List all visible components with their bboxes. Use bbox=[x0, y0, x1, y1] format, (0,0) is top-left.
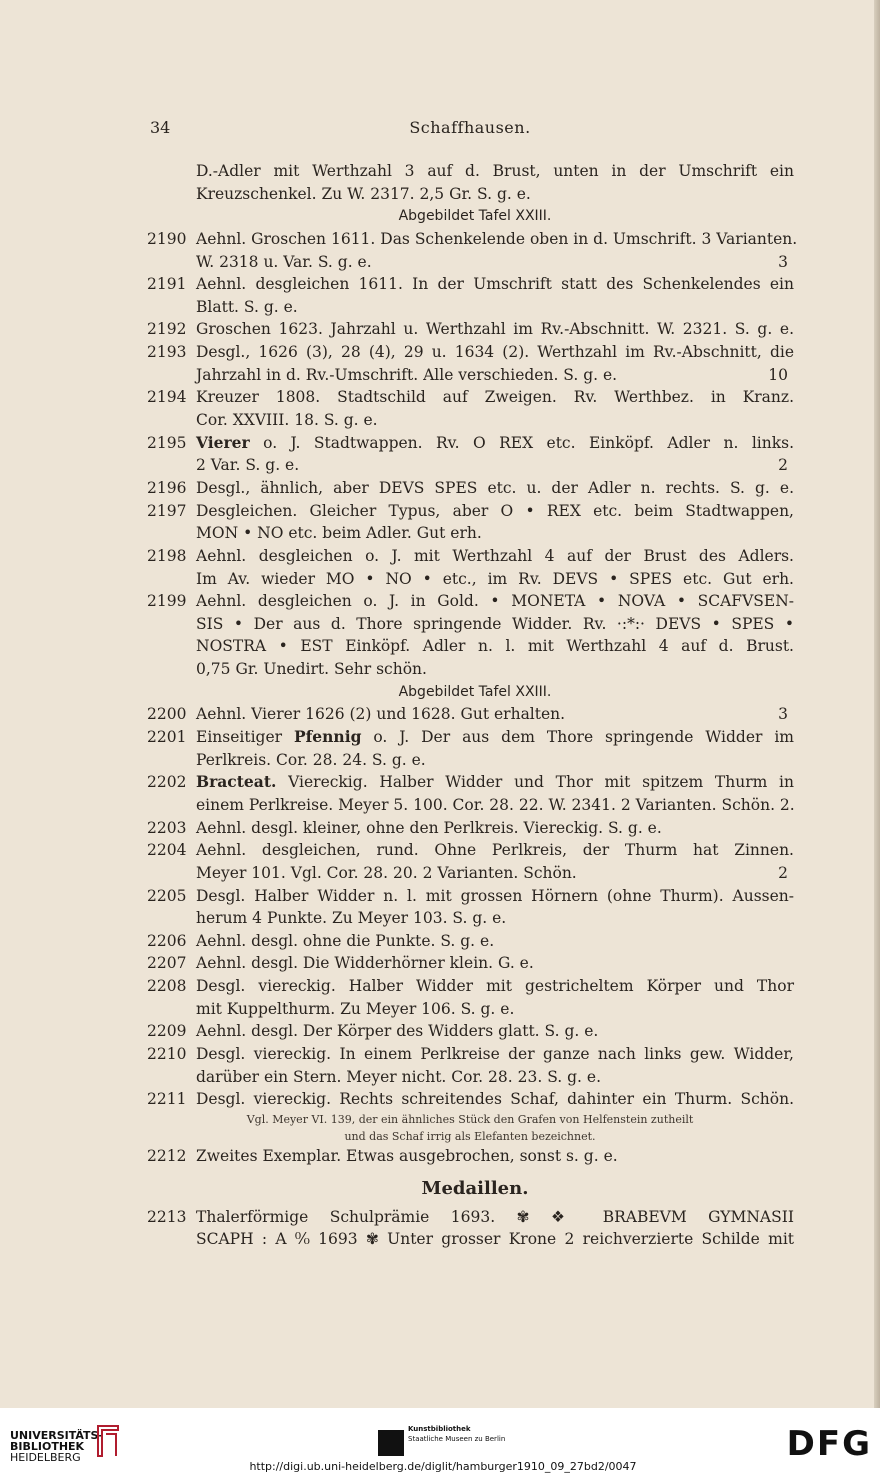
lot-number: 2211 bbox=[147, 1090, 187, 1109]
uni-line-1: UNIVERSITÄTS- bbox=[10, 1429, 104, 1442]
entry-text: Aehnl. desgleichen o. J. mit Werthzahl 4 auf der Brust des Adlers. bbox=[196, 546, 794, 565]
entry-text: Aehnl. desgl. ohne die Punkte. S. g. e. bbox=[196, 931, 495, 950]
entry-line bbox=[0, 771, 880, 794]
lot-number: 2212 bbox=[147, 1146, 187, 1165]
entry-text: Desgl. viereckig. Halber Widder mit gestricheltem Körper und Thor bbox=[196, 977, 794, 996]
entry-text: Desgl. viereckig. Rechts schreitendes Schaf, dahinter ein Thurm. Schön. bbox=[196, 1090, 794, 1109]
entry-line bbox=[0, 454, 880, 477]
lot-number: 2199 bbox=[147, 592, 187, 611]
entry-line bbox=[0, 409, 880, 432]
entry-text: Aehnl. desgl. Der Körper des Widders glatt. S. g. e. bbox=[196, 1022, 599, 1041]
plate-caption: Abgebildet Tafel XXIII. bbox=[398, 683, 552, 700]
page-title: Schaffhausen. bbox=[409, 118, 531, 137]
university-logo-icon bbox=[92, 1422, 124, 1460]
entry-text: SCAPH : A ⁰⁄₀ 1693 ✾ Unter grosser Krone 2 reichverzierte Schilde mit bbox=[196, 1230, 794, 1249]
entry-line bbox=[0, 296, 880, 319]
kunstbibliothek-logo-icon bbox=[378, 1430, 404, 1456]
running-head bbox=[150, 118, 790, 142]
entry-text: Kreuzschenkel. Zu W. 2317. 2,5 Gr. S. g. e. bbox=[196, 184, 531, 203]
dfg-logo: DFG bbox=[786, 1424, 872, 1464]
entry-text: Desgleichen. Gleicher Typus, aber O • REX etc. beim Stadtwappen, bbox=[196, 501, 794, 520]
entry-line bbox=[0, 998, 880, 1021]
entry-text: Aehnl. desgleichen, rund. Ohne Perlkreis, der Thurm hat Zinnen. bbox=[196, 841, 794, 860]
lot-number: 2194 bbox=[147, 388, 187, 407]
entry-line bbox=[0, 522, 880, 545]
entry-line bbox=[0, 1066, 880, 1089]
entry-text: Aehnl. desgleichen 1611. In der Umschrift statt des Schenkelendes ein bbox=[196, 275, 794, 294]
lot-number: 2213 bbox=[147, 1207, 187, 1226]
entry-text: mit Kuppelthurm. Zu Meyer 106. S. g. e. bbox=[196, 999, 515, 1018]
lot-number: 2202 bbox=[147, 773, 187, 792]
entry-line bbox=[0, 635, 880, 658]
plate-caption: Abgebildet Tafel XXIII. bbox=[398, 208, 552, 225]
entry-text: Aehnl. desgleichen o. J. in Gold. • MONETA • NOVA • SCAFVSEN- bbox=[196, 592, 794, 611]
entry-text: Desgl. Halber Widder n. l. mit grossen Hörnern (ohne Thurm). Aussen- bbox=[196, 886, 794, 905]
lot-number: 2192 bbox=[147, 320, 187, 339]
entry-line bbox=[0, 885, 880, 908]
footnote-line: und das Schaf irrig als Elefanten bezeichnet. bbox=[344, 1129, 596, 1143]
entry-text: Einseitiger Pfennig o. J. Der aus dem Thore springende Widder im bbox=[196, 727, 794, 747]
entry-text: 2 Var. S. g. e. bbox=[196, 456, 300, 475]
entry-text: Cor. XXVIII. 18. S. g. e. bbox=[196, 411, 378, 430]
variant-count: 10 bbox=[768, 365, 788, 384]
variant-count: 2 bbox=[778, 863, 788, 882]
entry-text: herum 4 Punkte. Zu Meyer 103. S. g. e. bbox=[196, 909, 507, 928]
lot-number: 2209 bbox=[147, 1022, 187, 1041]
entry-text: Desgl., ähnlich, aber DEVS SPES etc. u. der Adler n. rechts. S. g. e. bbox=[196, 478, 794, 497]
kb-line-1: Kunstbibliothek bbox=[408, 1425, 471, 1433]
entry-line bbox=[0, 568, 880, 591]
kunstbibliothek-text bbox=[408, 1424, 505, 1444]
entry-text: einem Perlkreise. Meyer 5. 100. Cor. 28. 22. W. 2341. 2 Varianten. Schön. 2. bbox=[196, 795, 795, 814]
entry-line bbox=[0, 726, 880, 749]
entry-line bbox=[0, 273, 880, 296]
footnote-line: Vgl. Meyer VI. 139, der ein ähnliches Stück den Grafen von Helfenstein zutheilt bbox=[246, 1112, 694, 1126]
entry-line bbox=[0, 749, 880, 772]
catalogue-entries bbox=[0, 160, 880, 1251]
kb-line-2: Staatliche Museen zu Berlin bbox=[408, 1435, 506, 1443]
entry-line bbox=[0, 930, 880, 953]
lot-number: 2198 bbox=[147, 546, 187, 565]
entry-line bbox=[0, 228, 880, 251]
lot-number: 2206 bbox=[147, 931, 187, 950]
lot-number: 2201 bbox=[147, 728, 187, 747]
entry-line bbox=[0, 386, 880, 409]
entry-line bbox=[0, 500, 880, 523]
entry-text: W. 2318 u. Var. S. g. e. bbox=[196, 252, 372, 271]
entry-line bbox=[0, 183, 880, 206]
entry-line bbox=[0, 1043, 880, 1066]
page-number: 34 bbox=[150, 118, 171, 137]
entry-text: NOSTRA • EST Einköpf. Adler n. l. mit Werthzahl 4 auf d. Brust. bbox=[196, 637, 794, 656]
entry-text: Desgl., 1626 (3), 28 (4), 29 u. 1634 (2). Werthzahl im Rv.-Abschnitt, die bbox=[196, 343, 794, 362]
entry-line bbox=[0, 432, 880, 455]
entry-line bbox=[0, 1228, 880, 1251]
lot-number: 2190 bbox=[147, 229, 187, 248]
entry-line bbox=[0, 975, 880, 998]
university-library-logo-text bbox=[10, 1430, 103, 1463]
entry-line bbox=[0, 590, 880, 613]
lot-number: 2205 bbox=[147, 886, 187, 905]
section-heading: Medaillen. bbox=[421, 1177, 529, 1199]
variant-count: 3 bbox=[778, 705, 788, 724]
entry-line bbox=[0, 613, 880, 636]
variant-count: 3 bbox=[778, 252, 788, 271]
lot-number: 2191 bbox=[147, 275, 187, 294]
entry-line bbox=[0, 364, 880, 387]
entry-text: Jahrzahl in d. Rv.-Umschrift. Alle verschieden. S. g. e. bbox=[196, 365, 618, 384]
entry-line bbox=[0, 703, 880, 726]
entry-text: Aehnl. desgl. kleiner, ohne den Perlkreis. Viereckig. S. g. e. bbox=[196, 818, 662, 837]
entry-line bbox=[0, 952, 880, 975]
entry-text: 0,75 Gr. Unedirt. Sehr schön. bbox=[196, 660, 427, 679]
entry-text: Aehnl. desgl. Die Widderhörner klein. G. e. bbox=[196, 954, 534, 973]
lot-number: 2210 bbox=[147, 1044, 187, 1063]
entry-text: Kreuzer 1808. Stadtschild auf Zweigen. Rv. Werthbez. in Kranz. bbox=[196, 388, 794, 407]
entry-line bbox=[0, 318, 880, 341]
entry-text: Meyer 101. Vgl. Cor. 28. 20. 2 Varianten. Schön. bbox=[196, 863, 577, 882]
entry-line bbox=[0, 658, 880, 681]
entry-text: MON • NO etc. beim Adler. Gut erh. bbox=[196, 524, 482, 543]
entry-line bbox=[0, 794, 880, 817]
entry-text: SIS • Der aus d. Thore springende Widder. Rv. ·:*:· DEVS • SPES • bbox=[196, 614, 794, 633]
entry-line bbox=[0, 839, 880, 862]
footer-bar bbox=[0, 1408, 886, 1478]
entry-text: Aehnl. Vierer 1626 (2) und 1628. Gut erhalten. bbox=[196, 705, 566, 724]
entry-text: Blatt. S. g. e. bbox=[196, 297, 298, 316]
lot-number: 2196 bbox=[147, 478, 187, 497]
lot-number: 2197 bbox=[147, 501, 187, 520]
entry-text: Aehnl. Groschen 1611. Das Schenkelende oben in d. Umschrift. 3 Varianten. bbox=[196, 229, 798, 248]
uni-line-3: HEIDELBERG bbox=[10, 1451, 81, 1464]
lot-number: 2208 bbox=[147, 977, 187, 996]
entry-line bbox=[0, 1206, 880, 1229]
entry-text: Groschen 1623. Jahrzahl u. Werthzahl im Rv.-Abschnitt. W. 2321. S. g. e. bbox=[196, 320, 794, 339]
entry-text: Desgl. viereckig. In einem Perlkreise der ganze nach links gew. Widder, bbox=[196, 1044, 794, 1063]
lot-number: 2193 bbox=[147, 343, 187, 362]
lot-number: 2200 bbox=[147, 705, 187, 724]
entry-text: Thalerförmige Schulprämie 1693. ✾ ❖ BRABEVM GYMNASII bbox=[196, 1207, 794, 1226]
entry-line bbox=[0, 160, 880, 183]
entry-text: Zweites Exemplar. Etwas ausgebrochen, sonst s. g. e. bbox=[196, 1146, 618, 1165]
entry-line bbox=[0, 907, 880, 930]
entry-text: Im Av. wieder MO • NO • etc., im Rv. DEVS • SPES etc. Gut erh. bbox=[196, 569, 794, 588]
permalink-url[interactable]: http://digi.ub.uni-heidelberg.de/diglit/hamburger1910_09_27bd2/0047 bbox=[249, 1460, 637, 1473]
entry-line bbox=[0, 1145, 880, 1168]
entry-line bbox=[0, 251, 880, 274]
entry-line bbox=[0, 1020, 880, 1043]
entry-line bbox=[0, 477, 880, 500]
lot-number: 2204 bbox=[147, 841, 187, 860]
entry-line bbox=[0, 817, 880, 840]
lot-number: 2207 bbox=[147, 954, 187, 973]
entry-text: Vierer o. J. Stadtwappen. Rv. O REX etc. Einköpf. Adler n. links. bbox=[196, 432, 794, 452]
entry-text: D.-Adler mit Werthzahl 3 auf d. Brust, unten in der Umschrift ein bbox=[196, 162, 794, 180]
entry-line bbox=[0, 862, 880, 885]
entry-text: Bracteat. Viereckig. Halber Widder und Thor mit spitzem Thurm in bbox=[196, 772, 794, 792]
entry-text: Perlkreis. Cor. 28. 24. S. g. e. bbox=[196, 750, 426, 769]
entry-line bbox=[0, 545, 880, 568]
entry-line bbox=[0, 1088, 880, 1111]
entry-text: darüber ein Stern. Meyer nicht. Cor. 28. 23. S. g. e. bbox=[196, 1067, 601, 1086]
uni-line-2: BIBLIOTHEK bbox=[10, 1440, 85, 1453]
variant-count: 2 bbox=[778, 456, 788, 475]
lot-number: 2195 bbox=[147, 433, 187, 452]
entry-line bbox=[0, 341, 880, 364]
lot-number: 2203 bbox=[147, 818, 187, 837]
